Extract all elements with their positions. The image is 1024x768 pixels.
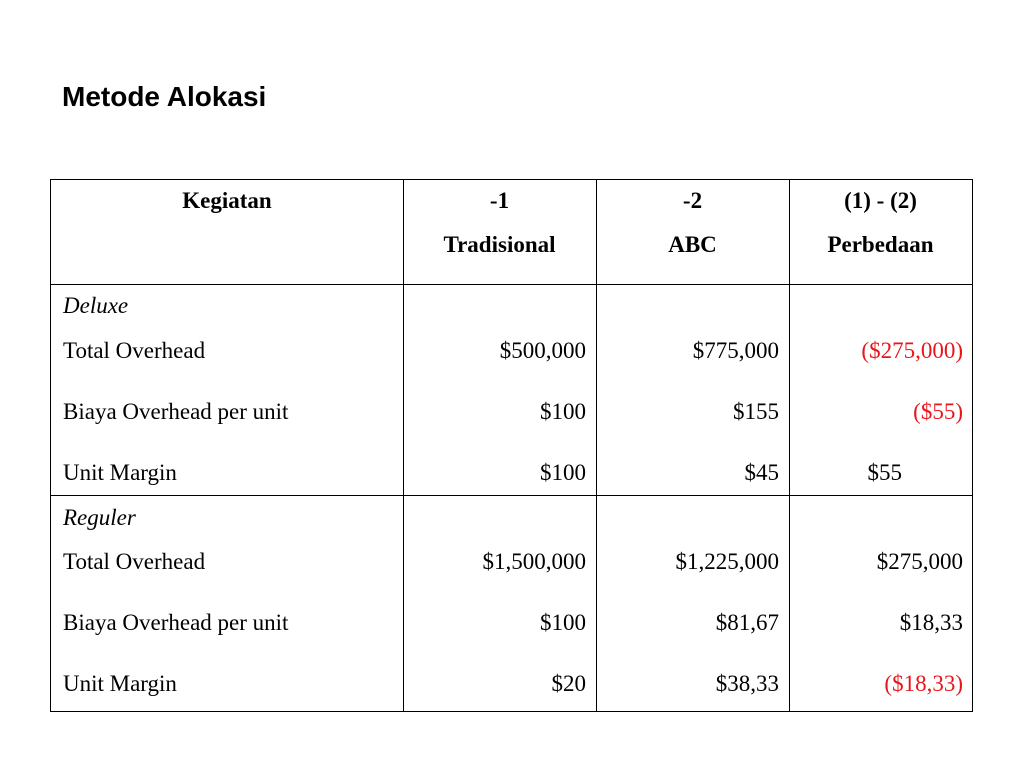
value-tradisional: $1,500,000 (482, 549, 586, 574)
value-tradisional: $20 (551, 671, 586, 696)
section-name-deluxe: Deluxe (63, 293, 129, 318)
header-kegiatan: Kegiatan (182, 188, 272, 213)
value-perbedaan: ($55) (913, 399, 963, 424)
row-label: Biaya Overhead per unit (63, 610, 289, 635)
page-title: Metode Alokasi (62, 81, 267, 112)
row-label: Biaya Overhead per unit (63, 399, 289, 424)
value-abc: $38,33 (715, 671, 779, 696)
row-divider (51, 495, 972, 496)
header-abc: ABC (668, 232, 717, 257)
value-perbedaan: $275,000 (876, 549, 963, 574)
value-abc: $45 (744, 460, 779, 485)
column-divider (403, 180, 404, 711)
row-label: Total Overhead (63, 549, 206, 574)
header-tradisional: Tradisional (443, 232, 556, 257)
value-abc: $81,67 (715, 610, 779, 635)
row-label: Unit Margin (63, 460, 177, 485)
column-divider (789, 180, 790, 711)
header-col1-number: -1 (489, 188, 510, 213)
value-abc: $1,225,000 (675, 549, 779, 574)
value-perbedaan: ($275,000) (861, 338, 963, 363)
value-perbedaan: $55 (867, 460, 902, 485)
value-tradisional: $100 (540, 399, 586, 424)
column-divider (596, 180, 597, 711)
header-col3-formula: (1) - (2) (844, 188, 917, 213)
section-name-reguler: Reguler (63, 505, 136, 530)
value-abc: $775,000 (692, 338, 779, 363)
header-perbedaan: Perbedaan (827, 232, 934, 257)
value-tradisional: $100 (540, 610, 586, 635)
value-tradisional: $500,000 (499, 338, 586, 363)
value-perbedaan: $18,33 (899, 610, 963, 635)
value-tradisional: $100 (540, 460, 586, 485)
value-abc: $155 (733, 399, 779, 424)
allocation-table (50, 179, 973, 712)
value-perbedaan: ($18,33) (884, 671, 963, 696)
row-label: Unit Margin (63, 671, 177, 696)
row-divider (51, 284, 972, 285)
header-col2-number: -2 (682, 188, 703, 213)
row-label: Total Overhead (63, 338, 206, 363)
